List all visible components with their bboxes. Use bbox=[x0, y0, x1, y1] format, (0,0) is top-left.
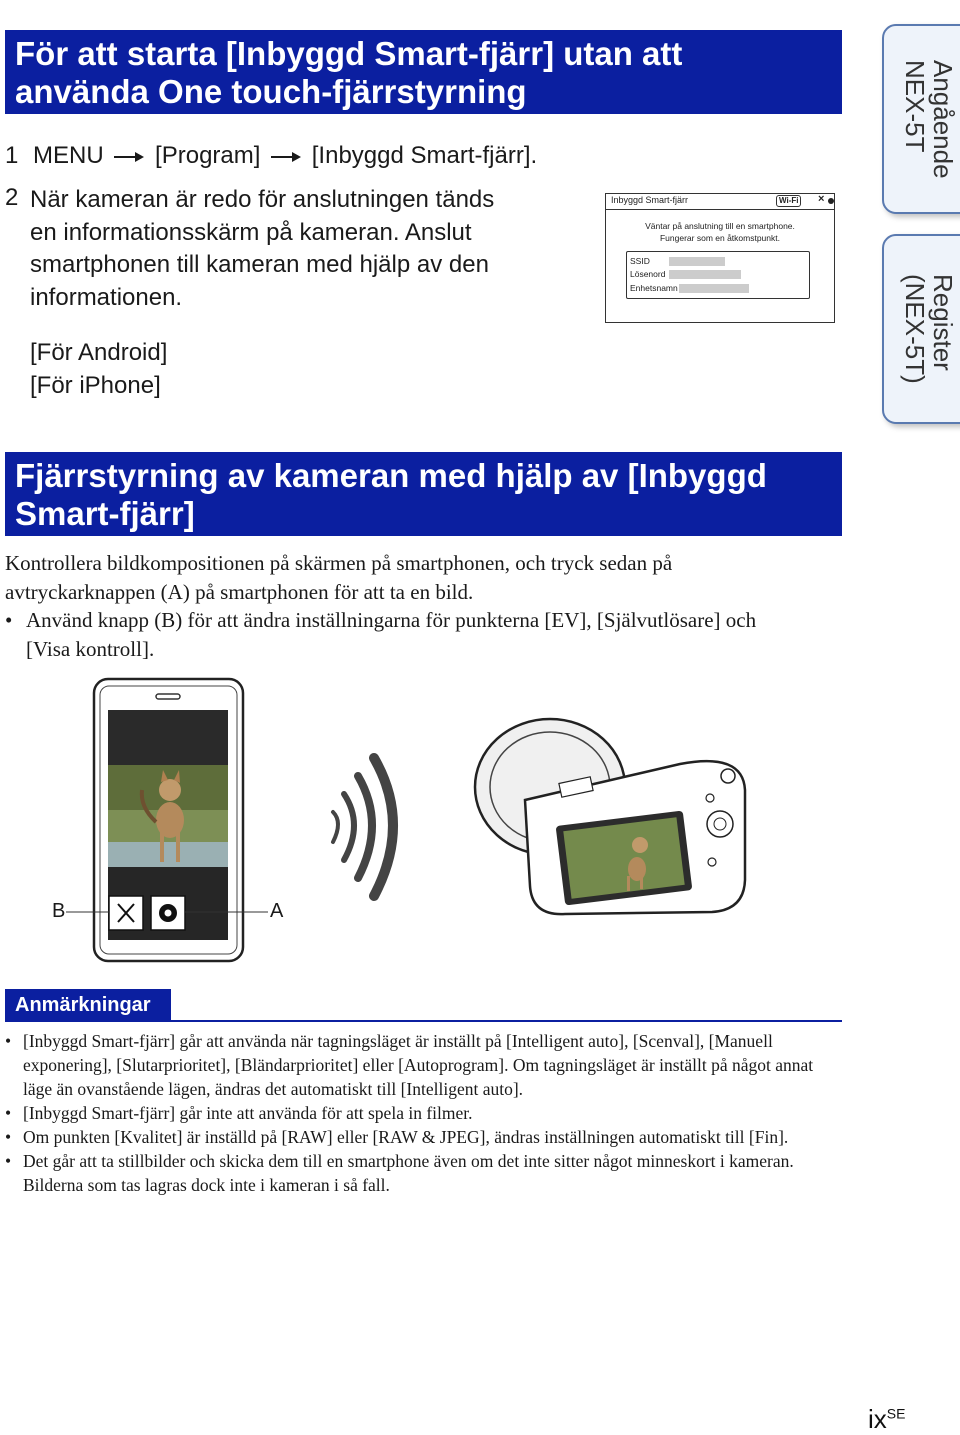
bullet-icon: • bbox=[5, 608, 13, 632]
note-text: [Inbyggd Smart-fjärr] går inte att använda för att spela in filmer. bbox=[23, 1103, 473, 1123]
tab-line: NEX-5T bbox=[900, 59, 930, 153]
smartphone-icon bbox=[94, 679, 243, 961]
text-line: avtryckarknappen (A) på smartphonen för att ta en bild. bbox=[5, 579, 474, 604]
field-device-name-value bbox=[679, 284, 749, 293]
heading-line: Smart-fjärr] bbox=[15, 495, 195, 532]
text-line: När kameran är redo för anslutningen tänds bbox=[30, 186, 495, 213]
tab-line: Register bbox=[928, 274, 958, 371]
tab-label-text bbox=[901, 60, 957, 179]
menu-term: [Program] bbox=[155, 142, 261, 169]
heading-line: För att starta [Inbyggd Smart-fjärr] utan att bbox=[15, 35, 683, 72]
list-item bbox=[5, 1029, 840, 1101]
arrow-right-icon bbox=[113, 150, 145, 164]
text-line: Kontrollera bildkompositionen på skärmen på smartphonen, och tryck sedan på bbox=[5, 551, 673, 575]
page-number-value: ix bbox=[868, 1404, 887, 1434]
screen-title: Inbyggd Smart-fjärr bbox=[611, 195, 689, 205]
text-line: [Visa kontroll]. bbox=[26, 636, 155, 661]
bullet-icon: • bbox=[5, 1103, 12, 1123]
link-for-android[interactable]: [För Android] bbox=[30, 339, 168, 366]
tab-line: (NEX-5T) bbox=[900, 274, 930, 384]
section-heading-remote-control bbox=[5, 452, 842, 536]
note-text: Det går att ta stillbilder och skicka dem till en smartphone även om det inte sitter något minneskort i kameran. Bilderna som tas lagras dock inte i kameran i så fall. bbox=[23, 1151, 794, 1195]
notes-divider bbox=[5, 1020, 842, 1022]
message-line: Fungerar som en åtkomstpunkt. bbox=[659, 233, 780, 243]
remote-shooting-illustration bbox=[40, 672, 760, 972]
text-line: Använd knapp (B) för att ändra inställningarna för punkterna [EV], [Självutlösare] och bbox=[26, 608, 757, 632]
step-2-text bbox=[30, 184, 494, 315]
menu-term: MENU bbox=[33, 142, 104, 169]
section2-body bbox=[5, 549, 845, 606]
arrow-right-icon bbox=[270, 150, 302, 164]
field-password-label: Lösenord bbox=[630, 269, 666, 279]
tab-line: Angående bbox=[928, 59, 958, 179]
bullet-icon: • bbox=[5, 1127, 12, 1147]
callout-label-a: A bbox=[270, 900, 284, 922]
heading-line: Fjärrstyrning av kameran med hjälp av [Inbyggd bbox=[15, 457, 767, 494]
camera-icon bbox=[475, 719, 745, 914]
close-icon: × bbox=[818, 193, 825, 205]
field-ssid-value bbox=[669, 257, 725, 266]
step-1 bbox=[5, 142, 537, 170]
page-suffix: SE bbox=[886, 1405, 906, 1422]
tab-index-nex5t[interactable] bbox=[882, 234, 960, 424]
section-heading-start-remote bbox=[5, 30, 842, 114]
bullet-icon: • bbox=[5, 1031, 12, 1051]
heading-line: använda One touch-fjärrstyrning bbox=[15, 73, 527, 110]
tab-label bbox=[884, 26, 960, 212]
bullet-icon: • bbox=[5, 1151, 12, 1171]
notes-list bbox=[5, 1029, 840, 1197]
list-item bbox=[5, 1149, 840, 1197]
note-text: Om punkten [Kvalitet] är inställd på [RAW] eller [RAW & JPEG], ändras inställningen automatiskt till [Fin]. bbox=[23, 1127, 789, 1147]
connection-info-box bbox=[626, 251, 810, 299]
notes-label: Anmärkningar bbox=[5, 989, 171, 1021]
note-text: [Inbyggd Smart-fjärr] går att använda när tagningsläget är inställt på [Intelligent auto], [Scenval], [Manuell exponering], [Slutarprioritet], [Bländarprioritet] eller [Autoprogram]. Om tagningsläget är inställt på något annat läge än ovanstående lägen, ändras det automatiskt till [Intelligent auto]. bbox=[23, 1031, 814, 1099]
tab-about-nex5t[interactable] bbox=[882, 24, 960, 214]
page-number bbox=[868, 1404, 905, 1435]
section2-bullet bbox=[26, 606, 846, 663]
list-item bbox=[5, 1101, 840, 1125]
list-item bbox=[5, 1125, 840, 1149]
field-password-value bbox=[669, 270, 741, 279]
step-2-number: 2 bbox=[5, 184, 19, 211]
screen-titlebar bbox=[606, 194, 834, 210]
camera-info-screen bbox=[605, 193, 835, 323]
screen-message bbox=[606, 220, 834, 244]
message-line: Väntar på anslutning till en smartphone. bbox=[645, 221, 795, 231]
tab-label bbox=[884, 236, 960, 422]
text-line: informationen. bbox=[30, 284, 183, 312]
status-dot-icon bbox=[828, 198, 834, 204]
callout-label-b: B bbox=[52, 900, 66, 922]
wifi-badge: Wi-Fi bbox=[776, 195, 801, 207]
wireless-signal-icon bbox=[333, 758, 393, 896]
step-number: 1 bbox=[5, 142, 19, 169]
platform-links bbox=[30, 336, 167, 402]
text-line: smartphonen till kameran med hjälp av den bbox=[30, 251, 489, 279]
field-ssid-label: SSID bbox=[630, 256, 650, 266]
tab-label-text bbox=[901, 274, 957, 384]
link-for-iphone[interactable]: [För iPhone] bbox=[30, 372, 161, 399]
text-line: en informationsskärm på kameran. Anslut bbox=[30, 218, 472, 246]
field-device-name-label: Enhetsnamn bbox=[630, 283, 678, 293]
menu-term: [Inbyggd Smart-fjärr]. bbox=[311, 142, 538, 169]
